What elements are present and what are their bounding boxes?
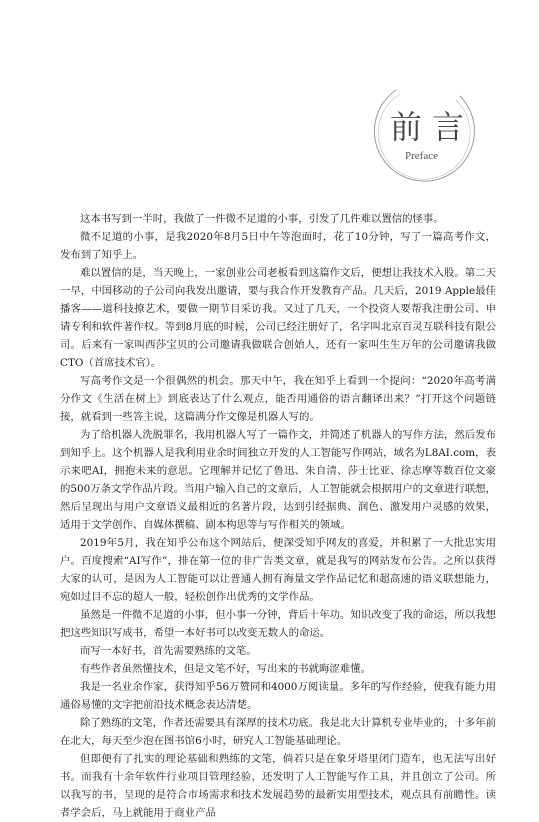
paragraph: 写高考作文是一个很偶然的机会。那天中午，我在知乎上看到一个提问：“2020年高考满分作文《生活在树上》到底表达了什么观点，能否用通俗的语言翻译出来？”打开这个问题链接，就看到一些答主说，这篇满分作文像是机器人写的。: [60, 375, 496, 423]
paragraph: 除了熟练的文笔，作者还需要具有深厚的技术功底。我是北大计算机专业毕业的，十多年前在北大，每天至少泡在图书馆6小时，研究人工智能基础理论。: [60, 717, 496, 747]
paragraph: 有些作者虽然懂技术，但是文笔不好，写出来的书就晦涩难懂。: [80, 663, 371, 675]
paragraph: 微不足道的小事，是我2020年8月5日中午等泡面时，花了10分钟，写了一篇高考作文，发布到了知乎上。: [60, 231, 496, 261]
paragraph: 2019年5月，我在知乎公布这个网站后，便深受知乎网友的喜爱，并积累了一大批忠实用户。百度搜索“AI写作”，排在第一位的非广告类文章，就是我写的网站发布公告。之所以获得大家的认可，是因为人工智能可以让普通人拥有海量文学作品记忆和超高速的语义联想能力，宛如过目不忘的超人一般，轻松创作出优秀的文学作品。: [60, 537, 496, 603]
paragraph: 而写一本好书，首先需要熟练的文笔。: [80, 645, 257, 657]
preface-heading: [368, 82, 478, 192]
paragraph: 难以置信的是，当天晚上，一家创业公司老板看到这篇作文后，便想让我技术入股。第二天一早，中国移动的子公司向我发出邀请，要与我合作开发教育产品。几天后，2019 Apple最佳播客——道科技撩艺术，要做一期节目采访我。又过了几天，一个投资人要帮我注册公司、申请专利和软件著作权。等到8月底的时候，公司已经注册好了，名字叫北京百灵互联科技有限公司。后来有一家叫西莎宝贝的公司邀请我做联合创始人，还有一家叫生生万年的公司邀请我做CTO（首席技术官）。: [60, 267, 496, 369]
paragraph: 我是一名业余作家，获得知乎56万赞同和4000万阅读量。多年的写作经验，使我有能力用通俗易懂的文字把前沿技术概念表达清楚。: [60, 681, 496, 711]
body-text: [60, 210, 496, 822]
paragraph: 为了给机器人洗脱罪名，我用机器人写了一篇作文，并简述了机器人的写作方法，然后发布到知乎上。这个机器人是我利用业余时间独立开发的人工智能写作网站，域名为L8AI.com，表示来吧AI，拥抱未来的意思。它理解并记忆了鲁迅、朱自清、莎士比亚、徐志摩等数百位文豪的500万条文学作品片段。当用户输入自己的文章后，人工智能就会根据用户的文章进行联想，然后呈现出与用户文章语义最相近的名著片段，达到引经据典、润色、激发用户灵感的效果，适用于文学创作、自媒体撰稿、剧本构思等与写作相关的领域。: [60, 429, 496, 531]
paragraph: 这本书写到一半时，我做了一件微不足道的小事，引发了几件难以置信的怪事。: [80, 213, 444, 225]
paragraph: 但即便有了扎实的理论基础和熟练的文笔，倘若只是在象牙塔里闭门造车，也无法写出好书。而我有十余年软件行业项目管理经验，还发明了人工智能写作工具，并且创立了公司。所以我写的书，呈现的是符合市场需求和技术发展趋势的最新实用型技术，观点具有前瞻性。读者学会后，马上就能用于商业产品: [60, 753, 496, 819]
page-subtitle: Preface: [405, 150, 438, 162]
paragraph: 虽然是一件微不足道的小事，但小事一分钟，背后十年功。知识改变了我的命运，所以我想把这些知识写成书，希望一本好书可以改变无数人的命运。: [60, 609, 496, 639]
page-title: 前言: [390, 108, 475, 146]
